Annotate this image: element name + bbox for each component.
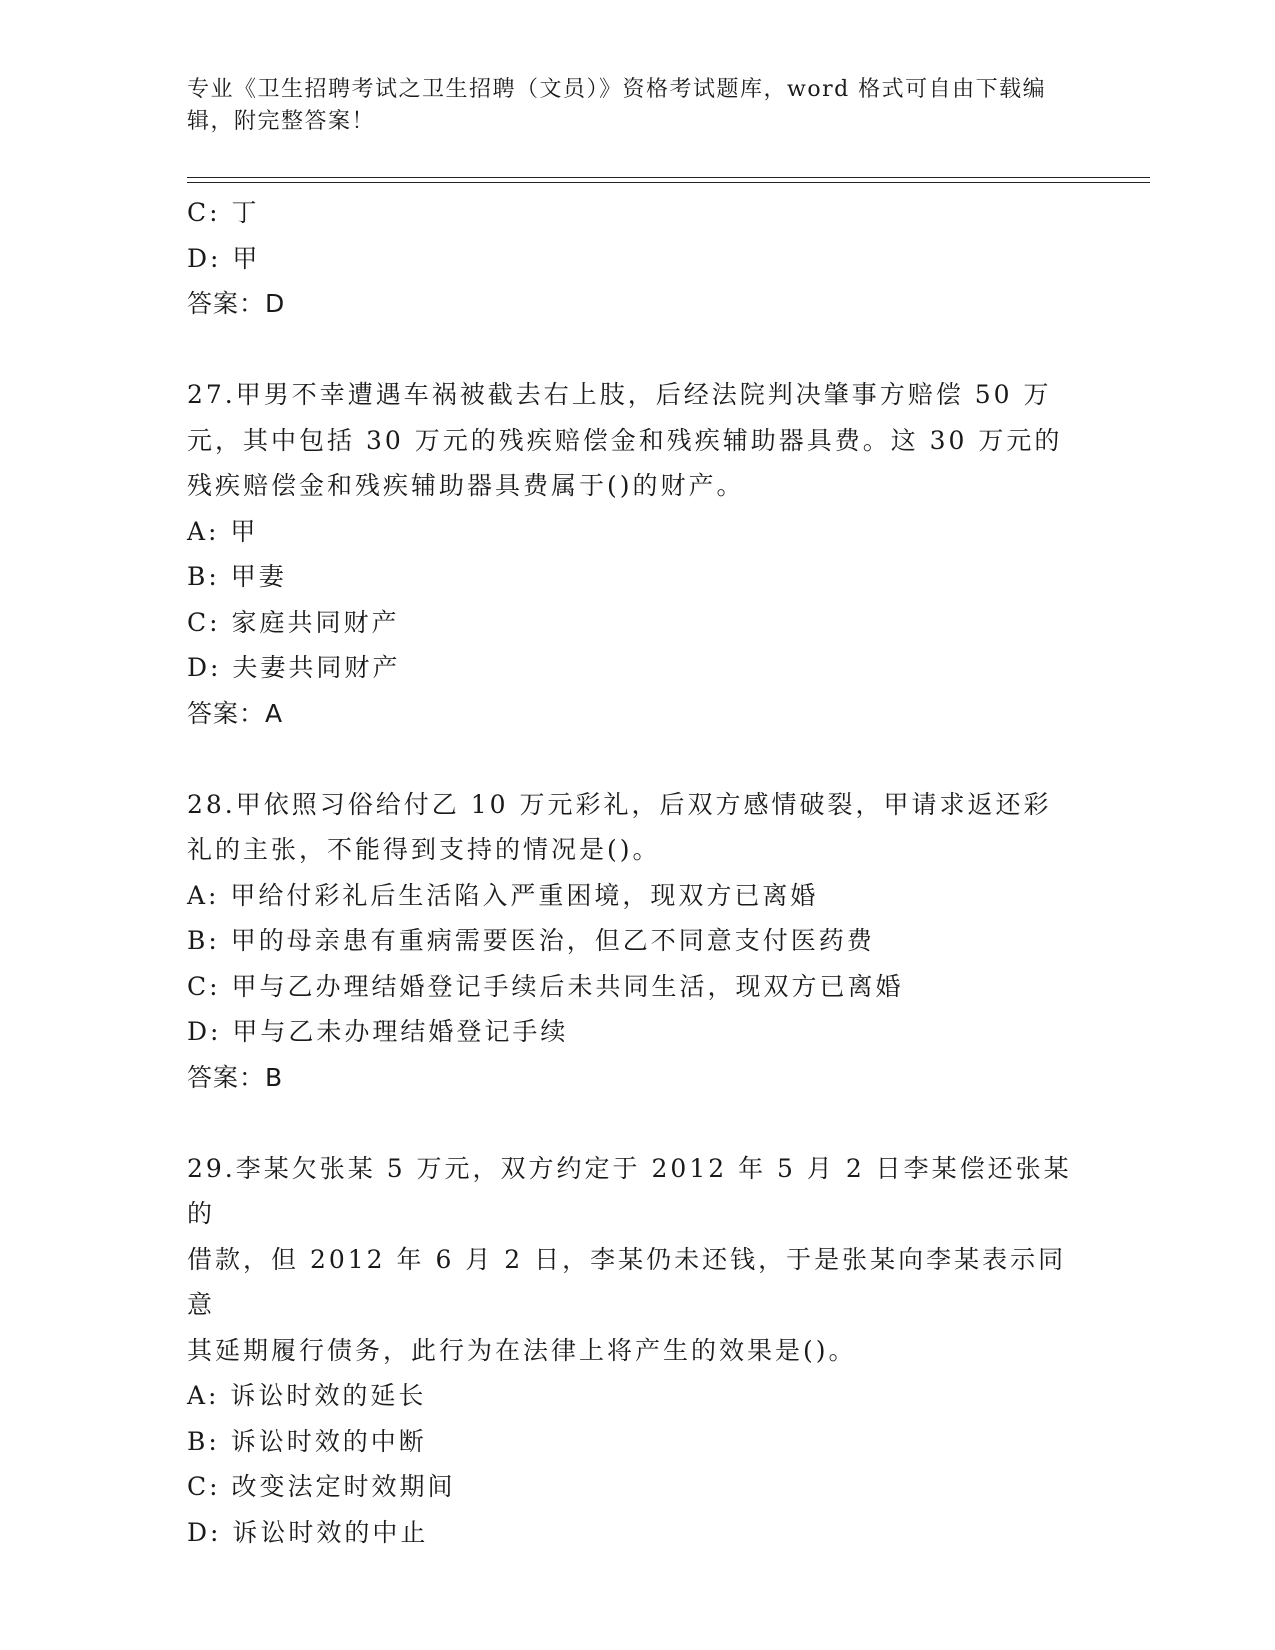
option-b: B: 甲的母亲患有重病需要医治，但乙不同意支付医药费 <box>187 926 875 955</box>
option-d: D: 夫妻共同财产 <box>187 653 401 682</box>
spacer <box>187 736 1087 782</box>
answer-line: 答案：B <box>187 1062 284 1092</box>
option-d: D: 甲与乙未办理结婚登记手续 <box>187 1017 569 1046</box>
option-a: A: 甲给付彩礼后生活陷入严重困境，现双方已离婚 <box>187 880 819 910</box>
question-stem-line: 其延期履行债务，此行为在法律上将产生的效果是()。 <box>187 1335 857 1365</box>
question-stem-line: 借款，但 2012 年 6 月 2 日，李某仍未还钱，于是张某向李某表示同意 <box>187 1244 1067 1319</box>
spacer <box>187 327 1087 373</box>
option-c: C: 甲与乙办理结婚登记手续后未共同生活，现双方已离婚 <box>187 971 904 1001</box>
option-c: C: 家庭共同财产 <box>187 607 400 637</box>
question-stem-line: 残疾赔偿金和残疾辅助器具费属于()的财产。 <box>187 471 745 500</box>
page-header: 专业《卫生招聘考试之卫生招聘（文员）》资格考试题库，word 格式可自由下载编辑，附完整答案！ <box>187 77 1047 134</box>
question-28 <box>187 782 1087 1101</box>
question-stem-line: 27.甲男不幸遭遇车祸被截去右上肢，后经法院判决肇事方赔偿 50 万 <box>187 380 1052 409</box>
option-d: D: 诉讼时效的中止 <box>187 1517 429 1547</box>
question-stem-line: 礼的主张，不能得到支持的情况是()。 <box>187 835 661 864</box>
spacer <box>187 1100 1087 1146</box>
option-c: C: 改变法定时效期间 <box>187 1472 456 1501</box>
option-c: C: 丁 <box>187 198 260 227</box>
question-stem-line: 28.甲依照习俗给付乙 10 万元彩礼，后双方感情破裂，甲请求返还彩 <box>187 789 1052 819</box>
header-rule-top <box>187 177 1150 178</box>
answer-line: 答案：A <box>187 698 284 728</box>
option-a: A: 诉讼时效的延长 <box>187 1381 427 1410</box>
option-b: B: 诉讼时效的中断 <box>187 1426 427 1456</box>
page-content <box>187 190 1087 1555</box>
previous-question-block <box>187 190 1087 327</box>
header-rule-bottom <box>187 182 1150 183</box>
question-stem-line: 元，其中包括 30 万元的残疾赔偿金和残疾辅助器具费。这 30 万元的 <box>187 425 1063 455</box>
option-b: B: 甲妻 <box>187 562 287 591</box>
option-a: A: 甲 <box>187 516 259 546</box>
question-27 <box>187 372 1087 736</box>
question-29 <box>187 1146 1087 1556</box>
question-stem-line: 29.李某欠张某 5 万元，双方约定于 2012 年 5 月 2 日李某偿还张某的 <box>187 1153 1072 1228</box>
answer-line: 答案：D <box>187 289 286 318</box>
option-d: D: 甲 <box>187 243 261 273</box>
